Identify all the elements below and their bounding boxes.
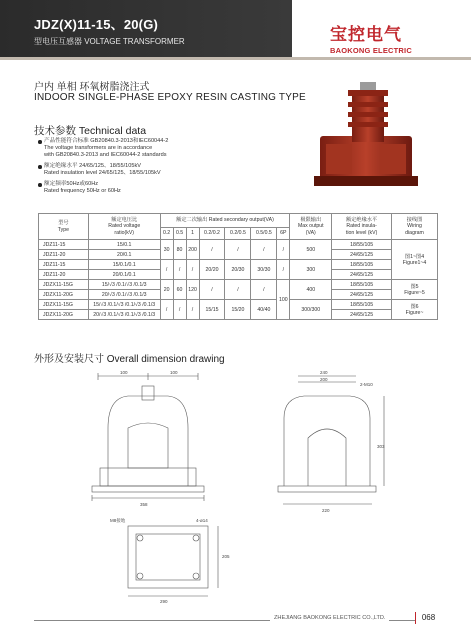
cell: / — [160, 300, 173, 320]
spec-en: with GB20840.3-2013 and IEC60044-2 standards — [44, 152, 167, 158]
cell-ins: 18/55/105 — [332, 260, 392, 270]
col-type: 型号 Type — [39, 214, 89, 240]
cell: 500 — [290, 240, 332, 260]
spec-cn: 产品性能符合标准 GB20840.3-2013和IEC60044-2 — [44, 138, 169, 144]
intro-title-cn: 户内 单相 环氧树脂浇注式 — [34, 82, 150, 93]
cell: / — [251, 240, 277, 260]
cell-type: JDZ11-20 — [39, 250, 89, 260]
cell-type: JDZX11-20G — [39, 290, 89, 300]
cell-ratio: 20/√3 /0.1/√3 /0.1/√3 /0.1/3 — [88, 310, 160, 320]
subcol: 0.2 — [160, 228, 173, 240]
spec-item — [38, 163, 288, 177]
subcol: 0.2/0.5 — [225, 228, 251, 240]
cell-type: JDZX11-15G — [39, 280, 89, 290]
col-ratio: 额定电压比 Rated voltage ratio(kV) — [88, 214, 160, 240]
dim-label: 200 — [320, 377, 328, 382]
subcol: 0.5/0.5 — [251, 228, 277, 240]
cell-ins: 24/65/125 — [332, 310, 392, 320]
col-insulation: 额定绝缘水平 Rated insula- tion level (kV) — [332, 214, 392, 240]
cell: 400 — [290, 280, 332, 300]
cell: 200 — [186, 240, 199, 260]
spec-table — [38, 213, 438, 320]
table-row — [39, 260, 438, 270]
spec-en: Rated insulation level 24/65/125、18/55/105kV — [44, 170, 161, 176]
col-max-output: 极限输出 Max output (VA) — [290, 214, 332, 240]
cell-ins: 24/65/125 — [332, 290, 392, 300]
cell: / — [186, 260, 199, 280]
dimension-title: 外形及安装尺寸 Overall dimension drawing — [34, 354, 225, 365]
dimension-drawing — [88, 368, 388, 608]
cell: / — [199, 280, 225, 300]
spec-en: Rated frequency 50Hz or 60Hz — [44, 188, 121, 194]
cell-ins: 18/55/105 — [332, 240, 392, 250]
cell: 15/20 — [225, 300, 251, 320]
cell: 300 — [290, 260, 332, 280]
cell: 300/300 — [290, 300, 332, 320]
cell-ratio: 20/0.1/0.1 — [88, 270, 160, 280]
cell-wiring: 图6 Figure~ — [392, 300, 438, 320]
cell-ratio: 20/0.1 — [88, 250, 160, 260]
cell: / — [225, 240, 251, 260]
cell: 60 — [173, 280, 186, 300]
model-subtitle: 型电压互感器 VOLTAGE TRANSFORMER — [34, 37, 185, 46]
cell: 15/15 — [199, 300, 225, 320]
table-row — [39, 280, 438, 290]
cell-ratio: 15/0.1 — [88, 240, 160, 250]
cell-type: JDZ11-15 — [39, 260, 89, 270]
cell: 120 — [186, 280, 199, 300]
cell: / — [251, 280, 277, 300]
product-photo — [300, 76, 430, 194]
col-wiring: 接线图 Wiring diagram — [392, 214, 438, 240]
title-block — [34, 14, 185, 47]
spec-cn: 额定绝缘水平 24/65/125、18/55/105kV — [44, 163, 142, 169]
cell-ins: 18/55/105 — [332, 300, 392, 310]
cell: 20/30 — [225, 260, 251, 280]
cell-ratio: 20/√3 /0.1/√3 /0.1/3 — [88, 290, 160, 300]
page-number: 068 — [415, 612, 439, 624]
brand-logo — [330, 20, 412, 55]
subcol: 0.2/0.2 — [199, 228, 225, 240]
cell-wiring: 图5 Figure~5 — [392, 280, 438, 300]
brand-name-cn: 宝控电气 — [330, 25, 402, 45]
dim-label: M8接地 — [110, 518, 126, 523]
dim-label: 303 — [377, 444, 385, 449]
cell-ins: 18/55/105 — [332, 280, 392, 290]
subcol: 6P — [277, 228, 290, 240]
model-title: JDZ(X)11-15、20(G) — [34, 17, 159, 32]
col-output: 额定二次输出 Rated secondary output(VA) — [160, 214, 290, 228]
cell-wiring: 图1~图4 Figure1~4 — [392, 240, 438, 280]
cell: 80 — [173, 240, 186, 260]
footer — [0, 613, 471, 640]
cell: 20 — [160, 280, 173, 300]
spec-item — [38, 138, 288, 159]
table-row — [39, 240, 438, 250]
tech-data-title: 技术参数 Technical data — [34, 125, 147, 137]
cell-ratio: 15/0.1/0.1 — [88, 260, 160, 270]
cell-ratio: 15/√3 /0.1/√3 /0.1/√3 /0.1/3 — [88, 300, 160, 310]
dim-label: 4-ø14 — [196, 518, 208, 523]
footer-company: ZHEJIANG BAOKONG ELECTRIC CO.,LTD. — [270, 615, 389, 621]
dim-label: 2-M10 — [360, 382, 373, 387]
cell: 30 — [160, 240, 173, 260]
spec-cn: 额定频率50Hz或60Hz — [44, 181, 99, 187]
spec-en: The voltage transformers are in accordance — [44, 145, 153, 151]
subcol: 0.5 — [173, 228, 186, 240]
dim-label: 358 — [140, 502, 148, 507]
cell-type: JDZX11-20G — [39, 310, 89, 320]
cell: / — [160, 260, 173, 280]
dim-label: 100 — [170, 370, 178, 375]
dim-label: 290 — [160, 599, 168, 604]
cell-type: JDZ11-15 — [39, 240, 89, 250]
cell: 30/30 — [251, 260, 277, 280]
cell: / — [225, 280, 251, 300]
cell-ins: 24/65/125 — [332, 250, 392, 260]
intro-title-en: INDOOR SINGLE-PHASE EPOXY RESIN CASTING TYPE — [34, 92, 306, 103]
cell: / — [277, 260, 290, 280]
subcol: 1 — [186, 228, 199, 240]
dim-label: 205 — [222, 554, 230, 559]
dim-label: 240 — [320, 370, 328, 375]
dim-label: 100 — [120, 370, 128, 375]
cell: / — [186, 300, 199, 320]
spec-item — [38, 181, 288, 195]
cell: / — [173, 300, 186, 320]
cell: 40/40 — [251, 300, 277, 320]
spec-list — [38, 138, 288, 199]
header-stripe — [0, 57, 471, 60]
table-row — [39, 300, 438, 310]
cell-6p: 100 — [277, 280, 290, 320]
cell-type: JDZ11-20 — [39, 270, 89, 280]
cell: 20/20 — [199, 260, 225, 280]
cell: / — [173, 260, 186, 280]
cell-ratio: 15/√3 /0.1/√3 /0.1/3 — [88, 280, 160, 290]
cell-type: JDZX11-15G — [39, 300, 89, 310]
brand-name-en: BAOKONG ELECTRIC — [330, 46, 412, 55]
dim-label: 220 — [322, 508, 330, 513]
cell: / — [277, 240, 290, 260]
cell-ins: 24/65/125 — [332, 270, 392, 280]
cell: / — [199, 240, 225, 260]
